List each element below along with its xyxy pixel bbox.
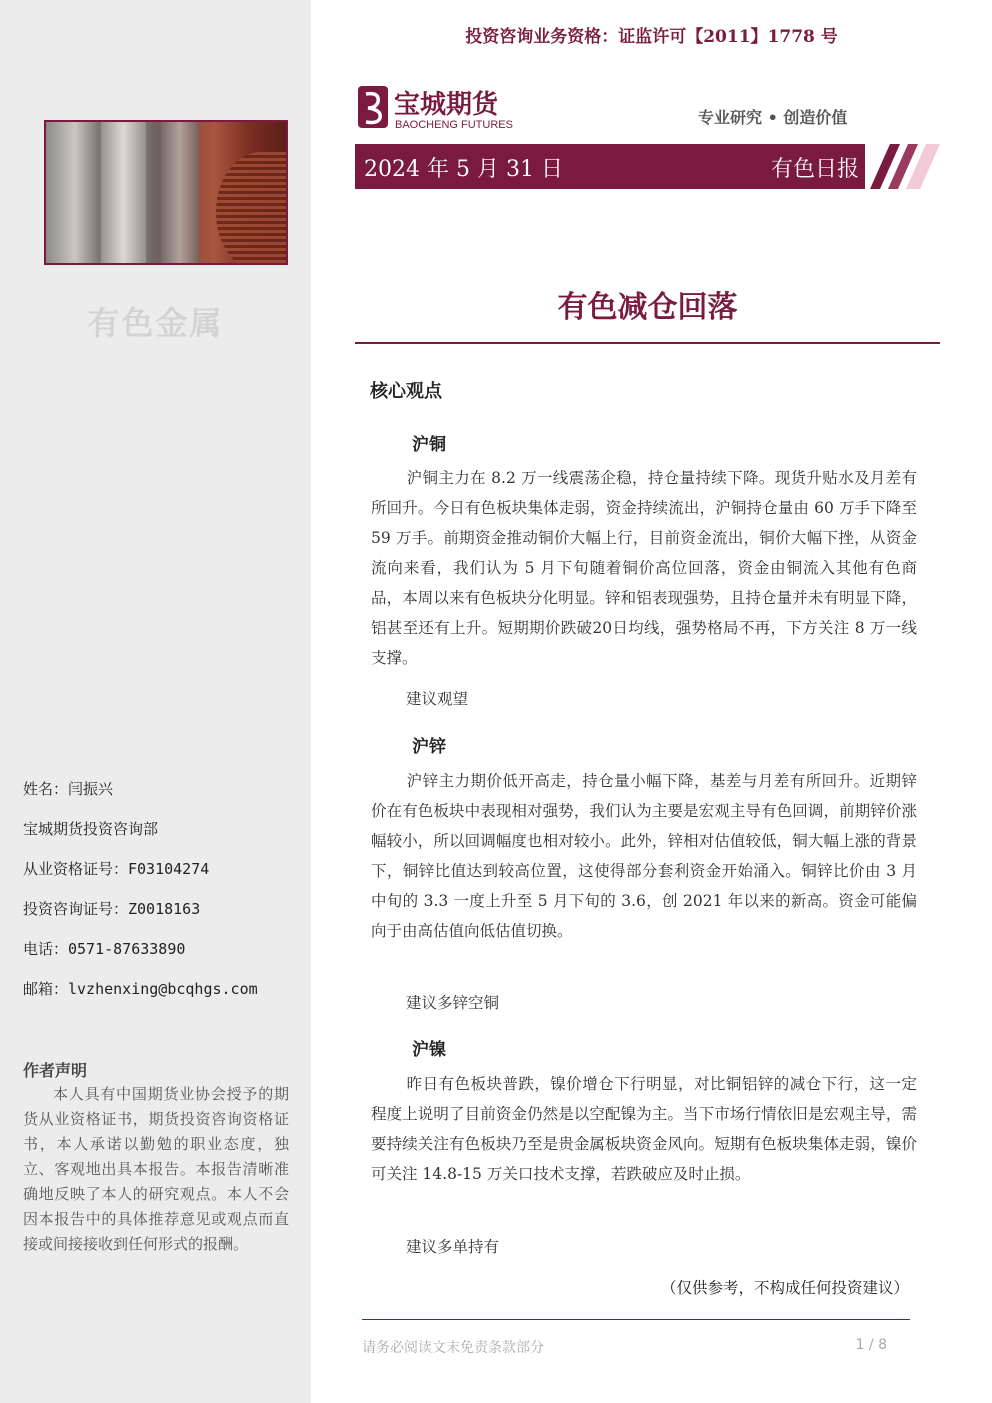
brand-tagline: 专业研究 • 创造价值 xyxy=(698,108,848,127)
sector-title: 有色金属 xyxy=(87,304,224,342)
section-text-copper: 沪铜主力在 8.2 万一线震荡企稳，持仓量持续下降。现货升贴水及月差有所回升。今日有色板块集体走弱，资金持续流出，沪铜持仓量由 60 万手下降至 59 万手。前期资金推动铜价大幅上行，目前资金流出，铜价大幅下挫，从资金流向来看，我们认为 5 月下旬随着铜价高位回落，资金由铜流入其他有色商品，本周以来有色板块分化明显。锌和铝表现强势，且持仓量并未有明显下降，铝甚至还有上升。短期期价跌破20日均线，强势格局不再，下方关注 8 万一线支撑。 xyxy=(371,469,917,667)
section-advice-copper: 建议观望 xyxy=(406,690,469,708)
license-header: 投资咨询业务资格：证监许可【2011】1778 号 xyxy=(465,27,838,47)
section-text-zinc: 沪锌主力期价低开高走，持仓量小幅下降，基差与月差有所回升。近期锌价在有色板块中表现相对强势，我们认为主要是宏观主导有色回调，前期锌价涨幅较小，所以回调幅度也相对较小。此外，锌相对估值较低，铜大幅上涨的背景下，铜锌比值达到较高位置，这使得部分套利资金开始涌入。铜锌比价由 3 月中旬的 3.3 一度上升至 5 月下旬的 3.6，创 2021 年以来的新高。资金可能偏向于由高估值向低估值切换。 xyxy=(371,772,917,940)
analyst-name: 姓名：闫振兴 xyxy=(23,780,114,798)
disclaimer: （仅供参考，不构成任何投资建议） xyxy=(660,1279,909,1297)
declaration-body: 本人具有中国期货业协会授予的期货从业资格证书，期货投资咨询资格证书，本人承诺以勤勉的职业态度，独立、客观地出具本报告。本报告清晰准确地反映了本人的研究观点。本人不会因本报告中的具体推荐意见或观点而直接或间接接收到任何形式的报酬。 xyxy=(23,1085,289,1253)
section-title-copper: 沪铜 xyxy=(412,435,446,455)
section-title-zinc: 沪锌 xyxy=(412,737,446,757)
footer-divider xyxy=(362,1319,910,1320)
declaration-title: 作者声明 xyxy=(23,1061,88,1080)
core-heading: 核心观点 xyxy=(370,381,442,402)
title-divider xyxy=(355,342,940,344)
analyst-dept: 宝城期货投资咨询部 xyxy=(23,820,159,838)
banner-stripes-icon xyxy=(860,144,940,189)
section-text-nickel: 昨日有色板块普跌，镍价增仓下行明显，对比铜铝锌的减仓下行，这一定程度上说明了目前资金仍然是以空配镍为主。当下市场行情依旧是宏观主导，需要持续关注有色板块乃至是贵金属板块资金风向。短期有色板块集体走弱，镍价可关注 14.8-15 万关口技术支撑，若跌破应及时止损。 xyxy=(371,1075,917,1183)
cover-image xyxy=(44,120,288,265)
section-title-nickel: 沪镍 xyxy=(412,1040,446,1060)
analyst-consult-cert: 投资咨询证号：Z0018163 xyxy=(23,900,201,918)
report-type: 有色日报 xyxy=(770,157,859,182)
section-advice-nickel: 建议多单持有 xyxy=(406,1238,500,1256)
brand-logo xyxy=(356,84,536,134)
analyst-email[interactable]: 邮箱：lvzhenxing@bcqhgs.com xyxy=(23,980,258,998)
logo-mark-icon xyxy=(356,84,390,130)
report-title: 有色减仓回落 xyxy=(557,290,738,325)
footer-note: 请务必阅读文末免责条款部分 xyxy=(362,1340,544,1356)
report-date: 2024 年 5 月 31 日 xyxy=(364,157,563,182)
analyst-qual-cert: 从业资格证号：F03104274 xyxy=(23,860,210,878)
brand-name-en: BAOCHENG FUTURES xyxy=(395,119,513,131)
page-number: 1 / 8 xyxy=(855,1337,887,1353)
brand-name-cn: 宝城期货 xyxy=(394,90,499,120)
report-banner xyxy=(355,144,865,189)
section-advice-zinc: 建议多锌空铜 xyxy=(406,994,500,1012)
analyst-phone: 电话：0571-87633890 xyxy=(23,940,186,958)
sidebar xyxy=(0,0,311,1403)
